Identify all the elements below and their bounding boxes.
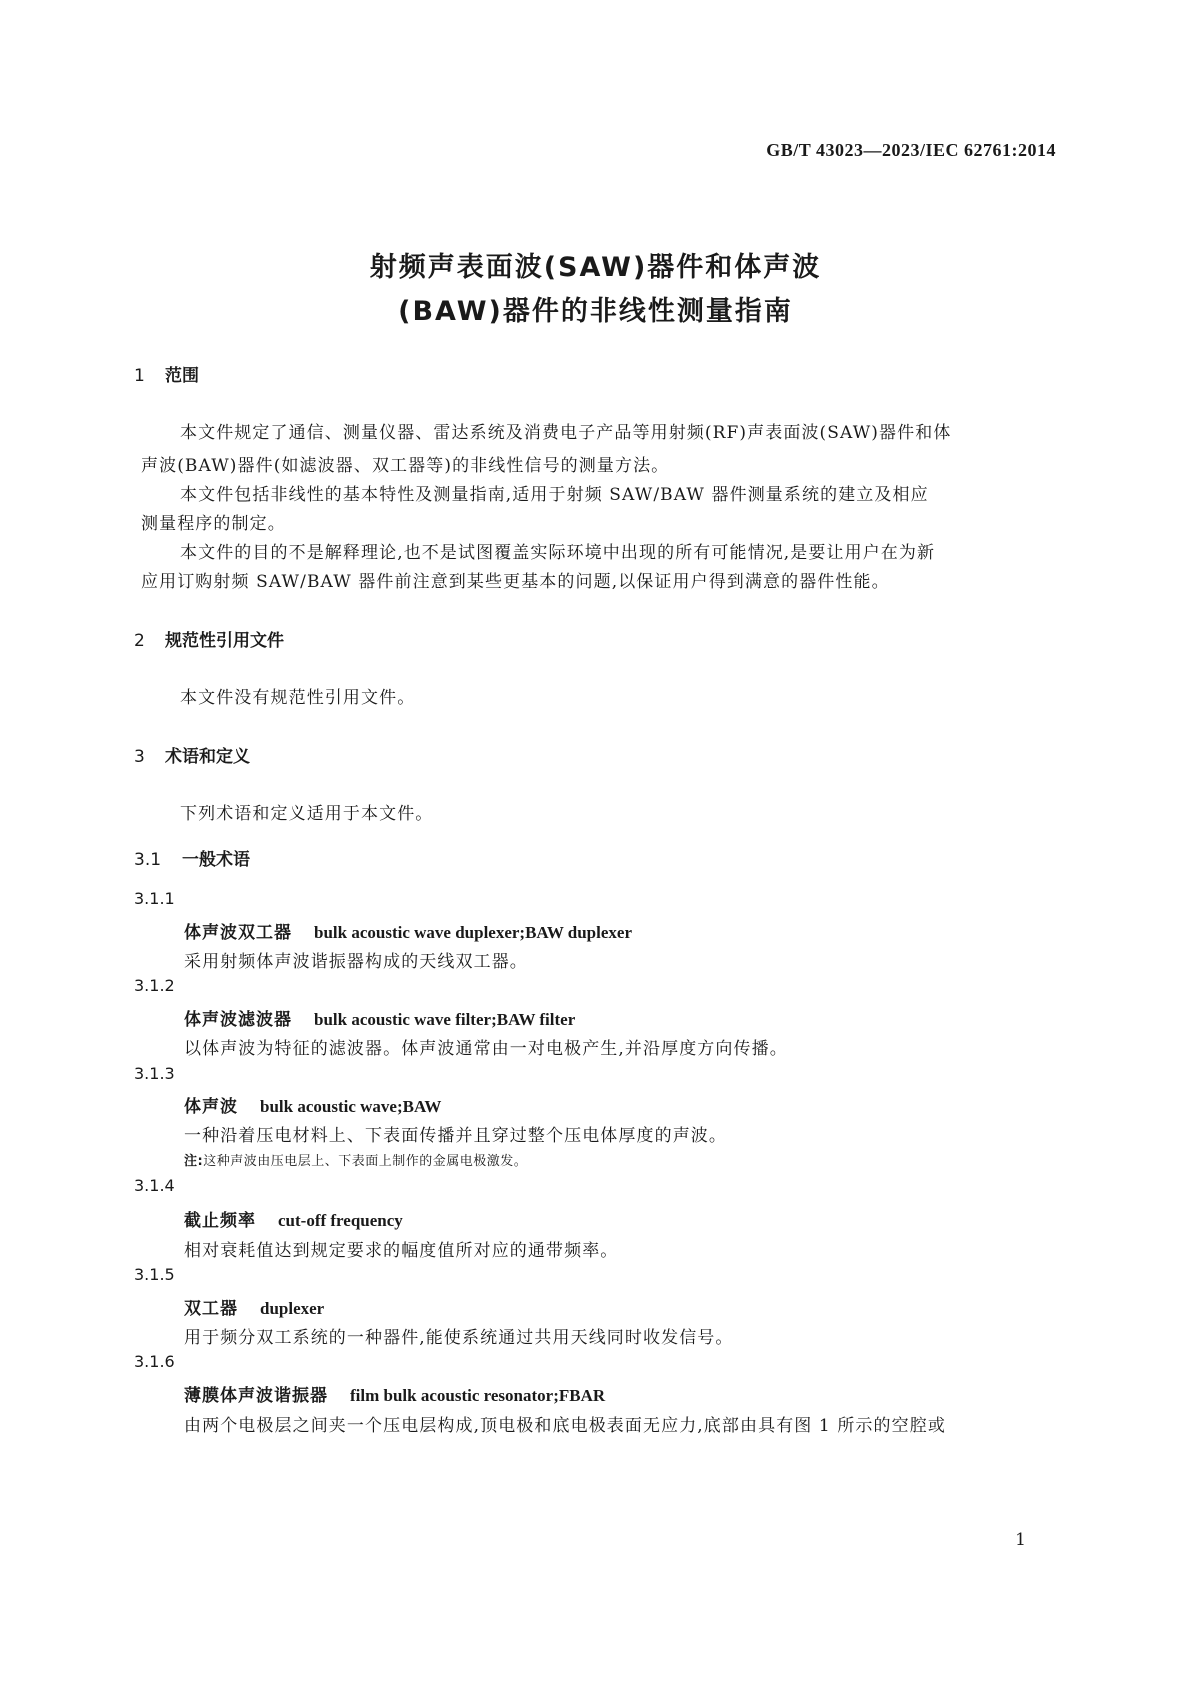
section-title: 规范性引用文件	[165, 631, 284, 651]
term-english: film bulk acoustic resonator;FBAR	[350, 1386, 606, 1405]
term-definition: 以体声波为特征的滤波器。体声波通常由一对电极产生,并沿厚度方向传播。	[184, 1039, 788, 1059]
term-definition: 一种沿着压电材料上、下表面传播并且穿过整个压电体厚度的声波。	[184, 1126, 727, 1146]
term-definition: 相对衰耗值达到规定要求的幅度值所对应的通带频率。	[184, 1241, 619, 1261]
term-english: duplexer	[260, 1299, 325, 1318]
term-entry	[184, 1381, 605, 1406]
subsection-number: 3.1	[134, 850, 162, 870]
term-english: bulk acoustic wave duplexer;BAW duplexer	[314, 923, 632, 942]
paragraph-line: 下列术语和定义适用于本文件。	[180, 804, 434, 824]
term-english: bulk acoustic wave;BAW	[260, 1097, 442, 1116]
term-entry	[184, 1294, 324, 1319]
note-label: 注:	[184, 1154, 204, 1169]
term-definition: 由两个电极层之间夹一个压电层构成,顶电极和底电极表面无应力,底部由具有图 1 所示的空腔或	[184, 1416, 946, 1436]
section-title: 范围	[165, 366, 199, 386]
section-title: 术语和定义	[165, 747, 250, 767]
term-chinese: 截止频率	[184, 1211, 256, 1231]
term-definition: 用于频分双工系统的一种器件,能使系统通过共用天线同时收发信号。	[184, 1328, 734, 1348]
paragraph-line: 本文件包括非线性的基本特性及测量指南,适用于射频 SAW/BAW 器件测量系统的建立及相应	[180, 485, 929, 505]
term-chinese: 薄膜体声波谐振器	[184, 1386, 328, 1406]
term-english: cut-off frequency	[278, 1211, 403, 1230]
paragraph-line: 本文件规定了通信、测量仪器、雷达系统及消费电子产品等用射频(RF)声表面波(SAW)器件和体	[180, 423, 952, 443]
term-number: 3.1.2	[134, 976, 175, 995]
paragraph-line: 本文件的目的不是解释理论,也不是试图覆盖实际环境中出现的所有可能情况,是要让用户在为新	[180, 543, 936, 563]
term-number: 3.1.6	[134, 1352, 175, 1371]
term-number: 3.1.5	[134, 1265, 175, 1284]
title-line-2: (BAW)器件的非线性测量指南	[398, 296, 793, 327]
note-text: 这种声波由压电层上、下表面上制作的金属电极激发。	[203, 1154, 528, 1169]
term-entry	[184, 1005, 575, 1030]
term-english: bulk acoustic wave filter;BAW filter	[314, 1010, 576, 1029]
section-number: 2	[134, 631, 145, 651]
term-chinese: 体声波	[184, 1097, 238, 1117]
term-note	[184, 1150, 527, 1169]
paragraph-line: 测量程序的制定。	[141, 514, 286, 534]
term-definition: 采用射频体声波谐振器构成的天线双工器。	[184, 952, 528, 972]
term-entry	[184, 1092, 441, 1117]
section-1-heading	[134, 361, 199, 386]
term-number: 3.1.3	[134, 1064, 175, 1083]
term-entry	[184, 918, 632, 943]
title-line-1: 射频声表面波(SAW)器件和体声波	[369, 252, 822, 283]
term-chinese: 体声波双工器	[184, 923, 292, 943]
standard-code: GB/T 43023—2023/IEC 62761:2014	[766, 140, 1056, 160]
page-number: 1	[1015, 1530, 1026, 1550]
term-number: 3.1.1	[134, 889, 175, 908]
paragraph-line: 本文件没有规范性引用文件。	[180, 688, 416, 708]
section-number: 1	[134, 366, 145, 386]
paragraph-line: 声波(BAW)器件(如滤波器、双工器等)的非线性信号的测量方法。	[141, 456, 670, 476]
term-chinese: 体声波滤波器	[184, 1010, 292, 1030]
paragraph-line: 应用订购射频 SAW/BAW 器件前注意到某些更基本的问题,以保证用户得到满意的器件性能。	[141, 572, 890, 592]
section-2-heading	[134, 626, 284, 651]
term-chinese: 双工器	[184, 1299, 238, 1319]
subsection-title: 一般术语	[182, 850, 250, 870]
subsection-3-1-heading	[134, 845, 250, 870]
section-3-heading	[134, 742, 250, 767]
term-number: 3.1.4	[134, 1176, 175, 1195]
section-number: 3	[134, 747, 145, 767]
term-entry	[184, 1206, 403, 1231]
